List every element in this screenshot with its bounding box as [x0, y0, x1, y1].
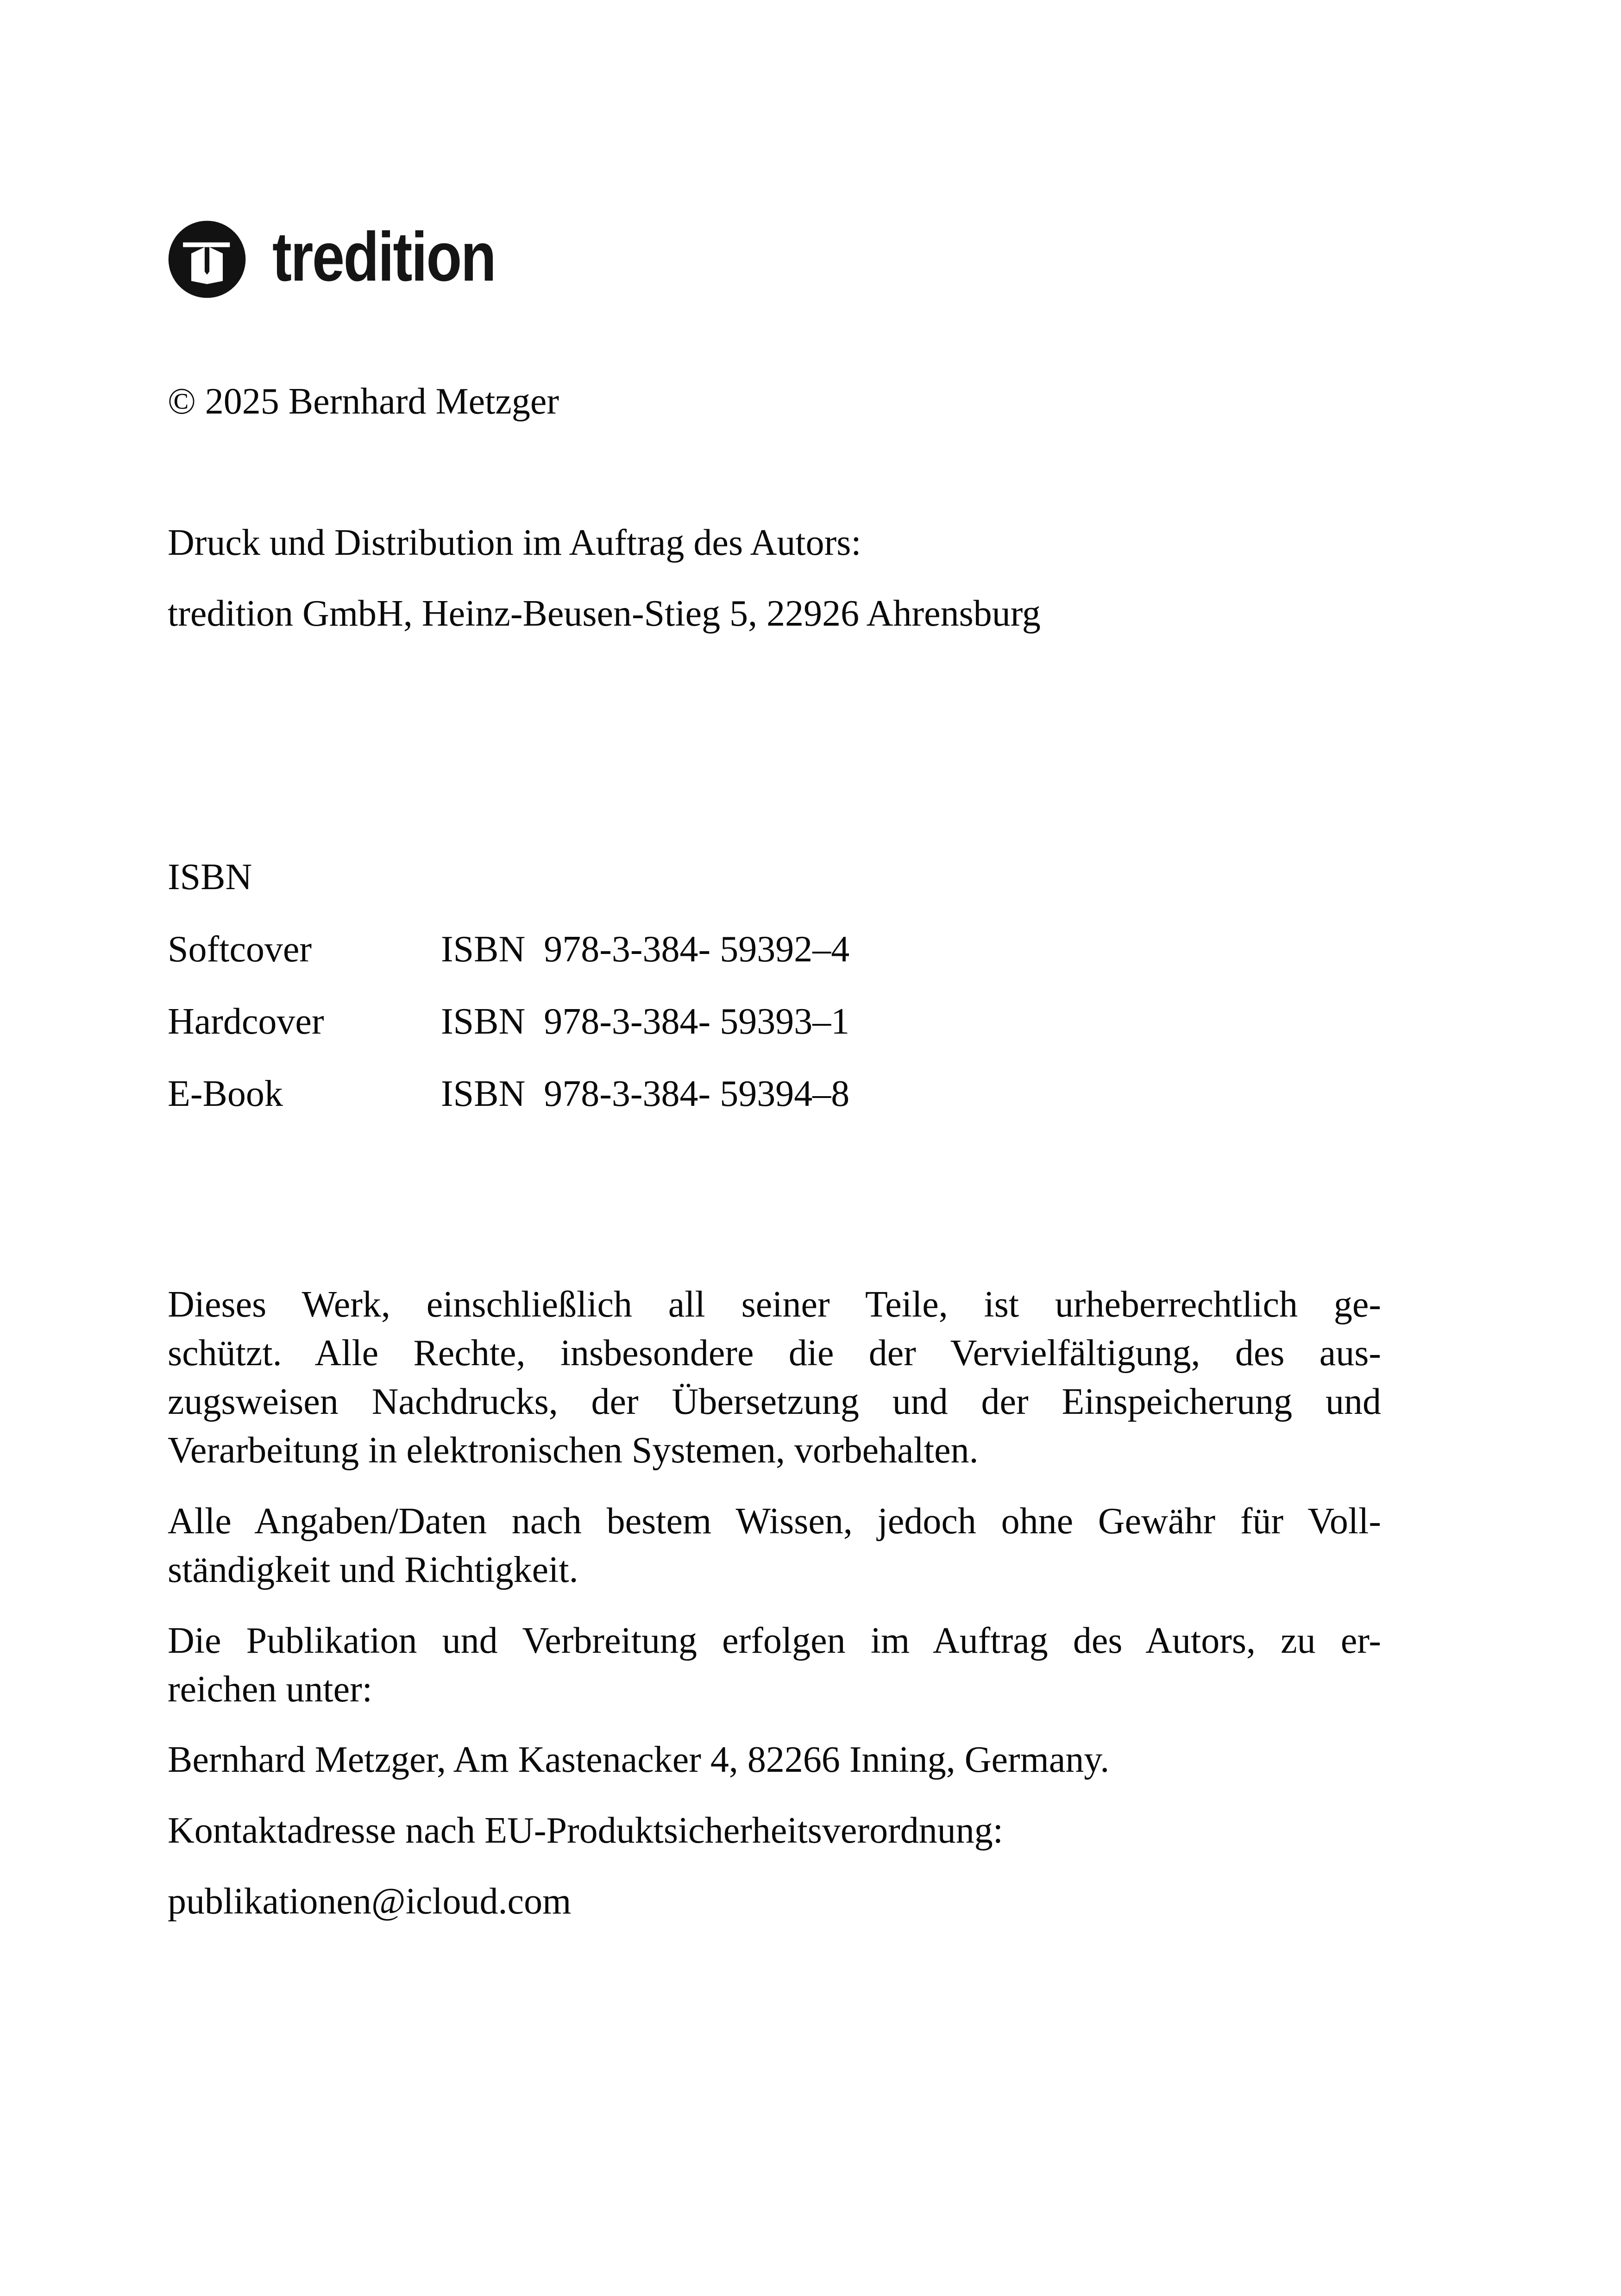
- publisher-logo: [168, 220, 538, 299]
- copyright-line: © 2025 Bernhard Metzger: [168, 381, 559, 422]
- eu-product-safety-line: Kontaktadresse nach EU-Produktsicherheitsverordnung:: [168, 1810, 1003, 1851]
- isbn-row-softcover: [168, 925, 1381, 974]
- copyright-notice-paragraph: [168, 1280, 1381, 1475]
- isbn-heading: ISBN: [168, 857, 252, 897]
- distribution-line-2: tredition GmbH, Heinz-Beusen-Stieg 5, 22926 Ahrensburg: [168, 593, 1041, 634]
- paragraph-line: Dieses Werk, einschließlich all seiner Teile, ist urheberrechtlich ge-: [168, 1284, 1381, 1325]
- tredition-logo-icon: [168, 220, 246, 299]
- publication-paragraph: [168, 1617, 1381, 1714]
- isbn-value: ISBN 978-3-384- 59392–4: [441, 929, 850, 970]
- isbn-label: E-Book: [168, 1073, 283, 1114]
- tredition-wordmark: tredition: [272, 218, 496, 295]
- isbn-value: ISBN 978-3-384- 59393–1: [441, 1001, 850, 1042]
- isbn-row-ebook: [168, 1070, 1381, 1118]
- distribution-line-1: Druck und Distribution im Auftrag des Autors:: [168, 522, 861, 563]
- paragraph-line: zugsweisen Nachdrucks, der Übersetzung und der Einspeicherung und: [168, 1381, 1381, 1422]
- paragraph-line: schützt. Alle Rechte, insbesondere die der Vervielfältigung, des aus-: [168, 1333, 1381, 1374]
- paragraph-line: Alle Angaben/Daten nach bestem Wissen, jedoch ohne Gewähr für Voll-: [168, 1501, 1381, 1542]
- isbn-label: Softcover: [168, 929, 312, 970]
- paragraph-line: ständigkeit und Richtigkeit.: [168, 1549, 578, 1590]
- paragraph-line: reichen unter:: [168, 1669, 372, 1710]
- paragraph-line: Verarbeitung in elektronischen Systemen, vorbehalten.: [168, 1430, 979, 1471]
- isbn-label: Hardcover: [168, 1001, 324, 1042]
- isbn-row-hardcover: [168, 997, 1381, 1046]
- paragraph-line: Die Publikation und Verbreitung erfolgen im Auftrag des Autors, zu er-: [168, 1620, 1381, 1661]
- contact-email: publikationen@icloud.com: [168, 1881, 572, 1922]
- disclaimer-paragraph: [168, 1497, 1381, 1594]
- isbn-value: ISBN 978-3-384- 59394–8: [441, 1073, 850, 1114]
- author-address-line: Bernhard Metzger, Am Kastenacker 4, 82266 Inning, Germany.: [168, 1739, 1110, 1780]
